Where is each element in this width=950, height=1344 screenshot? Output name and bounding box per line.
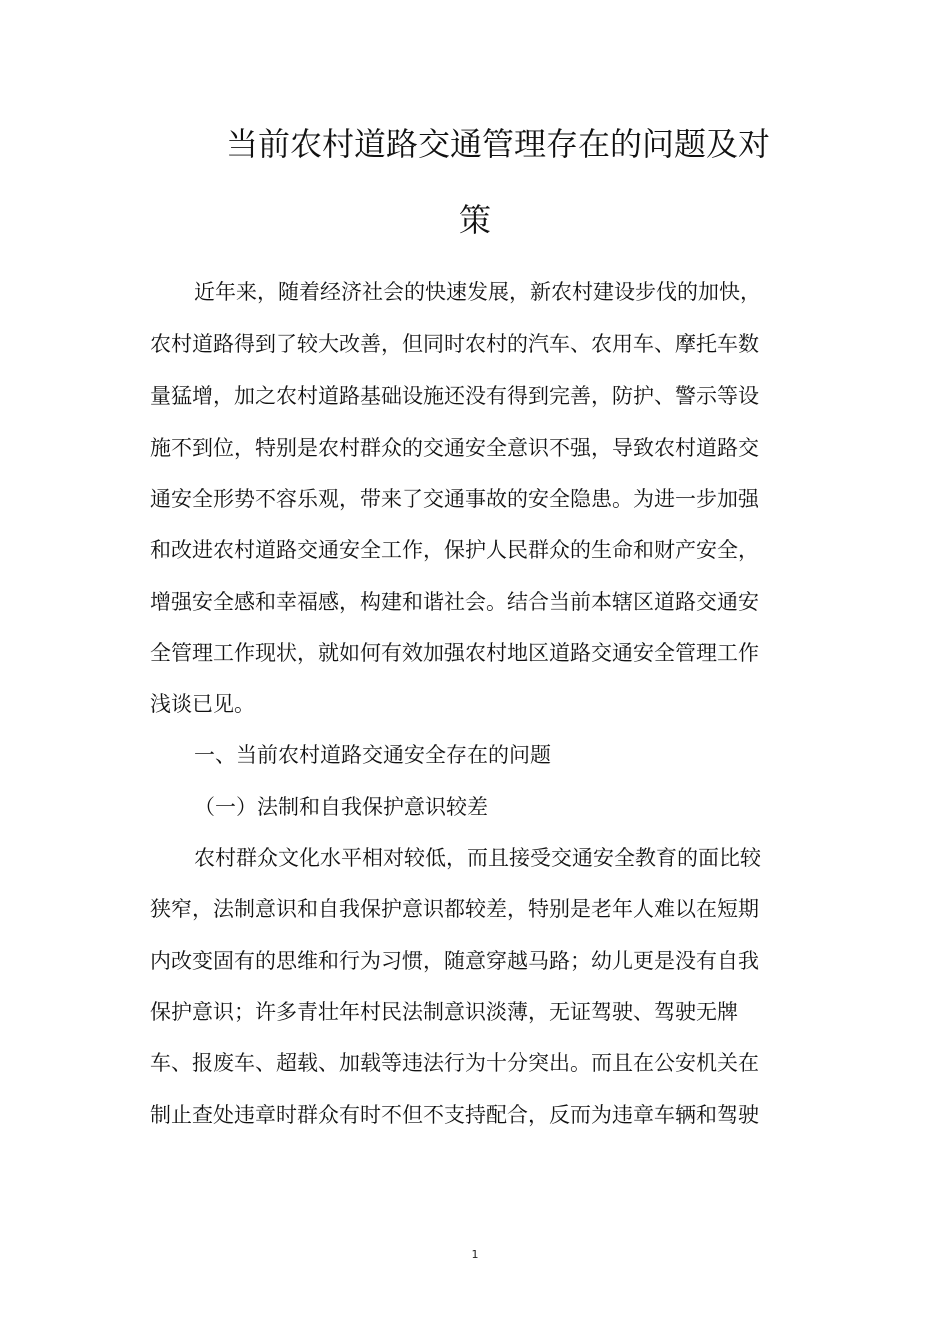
- paragraph-line: 狭窄，法制意识和自我保护意识都较差，特别是老年人难以在短期: [150, 897, 759, 921]
- paragraph-line: 车、报废车、超载、加载等违法行为十分突出。而且在公安机关在: [150, 1051, 759, 1075]
- section-heading-1: 一、当前农村道路交通安全存在的问题: [194, 743, 551, 767]
- paragraph-line: 内改变固有的思维和行为习惯，随意穿越马路；幼儿更是没有自我: [150, 949, 759, 973]
- paragraph-line: 施不到位，特别是农村群众的交通安全意识不强，导致农村道路交: [150, 436, 759, 460]
- paragraph-line: 浅谈已见。: [150, 692, 255, 716]
- paragraph-line: 近年来，随着经济社会的快速发展，新农村建设步伐的加快，: [194, 280, 761, 304]
- paragraph-line: 农村群众文化水平相对较低，而且接受交通安全教育的面比较: [194, 846, 761, 870]
- paragraph-line: 增强安全感和幸福感，构建和谐社会。结合当前本辖区道路交通安: [150, 590, 759, 614]
- document-title-line-1: 当前农村道路交通管理存在的问题及对: [226, 125, 771, 163]
- paragraph-line: 制止查处违章时群众有时不但不支持配合，反而为违章车辆和驾驶: [150, 1103, 759, 1127]
- paragraph-line: 保护意识；许多青壮年村民法制意识淡薄，无证驾驶、驾驶无牌: [150, 1000, 738, 1024]
- paragraph-line: 和改进农村道路交通安全工作，保护人民群众的生命和财产安全，: [150, 538, 759, 562]
- section-heading-2: （一）法制和自我保护意识较差: [194, 795, 488, 819]
- paragraph-line: 全管理工作现状，就如何有效加强农村地区道路交通安全管理工作: [150, 641, 759, 665]
- document-title-line-2: 策: [459, 201, 492, 239]
- paragraph-line: 农村道路得到了较大改善，但同时农村的汽车、农用车、摩托车数: [150, 332, 759, 356]
- page-number: 1: [471, 1248, 479, 1261]
- paragraph-line: 量猛增，加之农村道路基础设施还没有得到完善，防护、警示等设: [150, 384, 759, 408]
- paragraph-line: 通安全形势不容乐观，带来了交通事故的安全隐患。为进一步加强: [150, 487, 759, 511]
